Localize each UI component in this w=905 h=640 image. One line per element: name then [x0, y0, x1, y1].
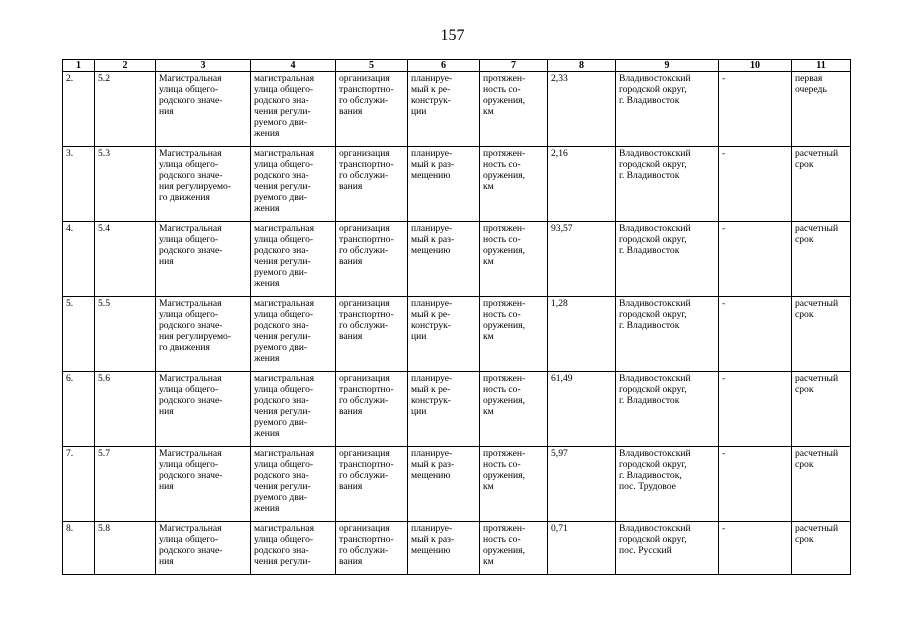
cell-status: планируе- мый к раз- мещению — [408, 522, 480, 575]
header-col-6: 6 — [408, 60, 480, 72]
cell-code: 5.6 — [95, 372, 156, 447]
cell-type: магистральная улица общего- родского зна- чения регули- руемого дви- жения — [251, 372, 336, 447]
cell-purpose: организация транспортно- го обслужи- вания — [336, 297, 408, 372]
cell-number: 7. — [63, 447, 95, 522]
cell-type: магистральная улица общего- родского зна- чения регули- руемого дви- жения — [251, 222, 336, 297]
cell-value: 93,57 — [548, 222, 616, 297]
table-row — [63, 72, 851, 147]
cell-term: расчетный срок — [792, 372, 851, 447]
cell-purpose: организация транспортно- го обслужи- вания — [336, 372, 408, 447]
cell-type: магистральная улица общего- родского зна- чения регули- — [251, 522, 336, 575]
cell-value: 5,97 — [548, 447, 616, 522]
cell-location: Владивостокский городской округ, г. Владивосток, пос. Трудовое — [616, 447, 719, 522]
cell-status: планируе- мый к раз- мещению — [408, 447, 480, 522]
header-col-3: 3 — [156, 60, 251, 72]
cell-code: 5.8 — [95, 522, 156, 575]
cell-purpose: организация транспортно- го обслужи- вания — [336, 72, 408, 147]
cell-characteristic: протяжен- ность со- оружения, км — [480, 147, 548, 222]
table-header-row — [63, 60, 851, 72]
header-col-8: 8 — [548, 60, 616, 72]
cell-term: расчетный срок — [792, 447, 851, 522]
cell-code: 5.2 — [95, 72, 156, 147]
header-col-11: 11 — [792, 60, 851, 72]
cell-zone: - — [719, 222, 792, 297]
cell-code: 5.4 — [95, 222, 156, 297]
cell-characteristic: протяжен- ность со- оружения, км — [480, 297, 548, 372]
cell-status: планируе- мый к ре- конструк- ции — [408, 297, 480, 372]
cell-number: 2. — [63, 72, 95, 147]
cell-purpose: организация транспортно- го обслужи- вания — [336, 447, 408, 522]
cell-value: 61,49 — [548, 372, 616, 447]
cell-type: магистральная улица общего- родского зна- чения регули- руемого дви- жения — [251, 72, 336, 147]
table-row — [63, 447, 851, 522]
table-row — [63, 522, 851, 575]
cell-value: 2,16 — [548, 147, 616, 222]
cell-characteristic: протяжен- ность со- оружения, км — [480, 222, 548, 297]
page-number: 157 — [440, 27, 465, 44]
cell-characteristic: протяжен- ность со- оружения, км — [480, 72, 548, 147]
table-row — [63, 147, 851, 222]
cell-characteristic: протяжен- ность со- оружения, км — [480, 522, 548, 575]
cell-purpose: организация транспортно- го обслужи- вания — [336, 522, 408, 575]
cell-status: планируе- мый к ре- конструк- ции — [408, 72, 480, 147]
table-row — [63, 297, 851, 372]
cell-value: 1,28 — [548, 297, 616, 372]
cell-name: Магистральная улица общего- родского значе- ния — [156, 222, 251, 297]
cell-status: планируе- мый к раз- мещению — [408, 222, 480, 297]
table-row — [63, 372, 851, 447]
cell-type: магистральная улица общего- родского зна- чения регули- руемого дви- жения — [251, 447, 336, 522]
header-col-1: 1 — [63, 60, 95, 72]
cell-term: расчетный срок — [792, 147, 851, 222]
cell-code: 5.3 — [95, 147, 156, 222]
cell-type: магистральная улица общего- родского зна- чения регули- руемого дви- жения — [251, 147, 336, 222]
cell-term: расчетный срок — [792, 222, 851, 297]
cell-name: Магистральная улица общего- родского значе- ния — [156, 372, 251, 447]
cell-purpose: организация транспортно- го обслужи- вания — [336, 147, 408, 222]
cell-name: Магистральная улица общего- родского значе- ния — [156, 522, 251, 575]
cell-characteristic: протяжен- ность со- оружения, км — [480, 372, 548, 447]
cell-name: Магистральная улица общего- родского значе- ния регулируемо- го движения — [156, 147, 251, 222]
cell-zone: - — [719, 72, 792, 147]
header-col-5: 5 — [336, 60, 408, 72]
cell-code: 5.5 — [95, 297, 156, 372]
cell-number: 5. — [63, 297, 95, 372]
cell-zone: - — [719, 297, 792, 372]
cell-code: 5.7 — [95, 447, 156, 522]
cell-zone: - — [719, 522, 792, 575]
table-body — [63, 72, 851, 575]
cell-location: Владивостокский городской округ, г. Владивосток — [616, 147, 719, 222]
cell-zone: - — [719, 372, 792, 447]
cell-location: Владивостокский городской округ, г. Владивосток — [616, 222, 719, 297]
cell-value: 2,33 — [548, 72, 616, 147]
cell-number: 4. — [63, 222, 95, 297]
header-col-10: 10 — [719, 60, 792, 72]
cell-zone: - — [719, 147, 792, 222]
cell-term: первая очередь — [792, 72, 851, 147]
table-row — [63, 222, 851, 297]
cell-location: Владивостокский городской округ, г. Владивосток — [616, 372, 719, 447]
cell-location: Владивостокский городской округ, г. Владивосток — [616, 297, 719, 372]
cell-zone: - — [719, 447, 792, 522]
cell-type: магистральная улица общего- родского зна- чения регули- руемого дви- жения — [251, 297, 336, 372]
cell-term: расчетный срок — [792, 297, 851, 372]
cell-purpose: организация транспортно- го обслужи- вания — [336, 222, 408, 297]
cell-status: планируе- мый к раз- мещению — [408, 147, 480, 222]
header-col-9: 9 — [616, 60, 719, 72]
cell-number: 6. — [63, 372, 95, 447]
cell-characteristic: протяжен- ность со- оружения, км — [480, 447, 548, 522]
header-col-2: 2 — [95, 60, 156, 72]
header-col-4: 4 — [251, 60, 336, 72]
cell-location: Владивостокский городской округ, пос. Русский — [616, 522, 719, 575]
cell-term: расчетный срок — [792, 522, 851, 575]
cell-status: планируе- мый к ре- конструк- ции — [408, 372, 480, 447]
header-col-7: 7 — [480, 60, 548, 72]
document-table — [62, 59, 851, 575]
cell-number: 3. — [63, 147, 95, 222]
cell-name: Магистральная улица общего- родского значе- ния — [156, 72, 251, 147]
cell-location: Владивостокский городской округ, г. Владивосток — [616, 72, 719, 147]
cell-name: Магистральная улица общего- родского значе- ния — [156, 447, 251, 522]
cell-value: 0,71 — [548, 522, 616, 575]
cell-number: 8. — [63, 522, 95, 575]
cell-name: Магистральная улица общего- родского значе- ния регулируемо- го движения — [156, 297, 251, 372]
